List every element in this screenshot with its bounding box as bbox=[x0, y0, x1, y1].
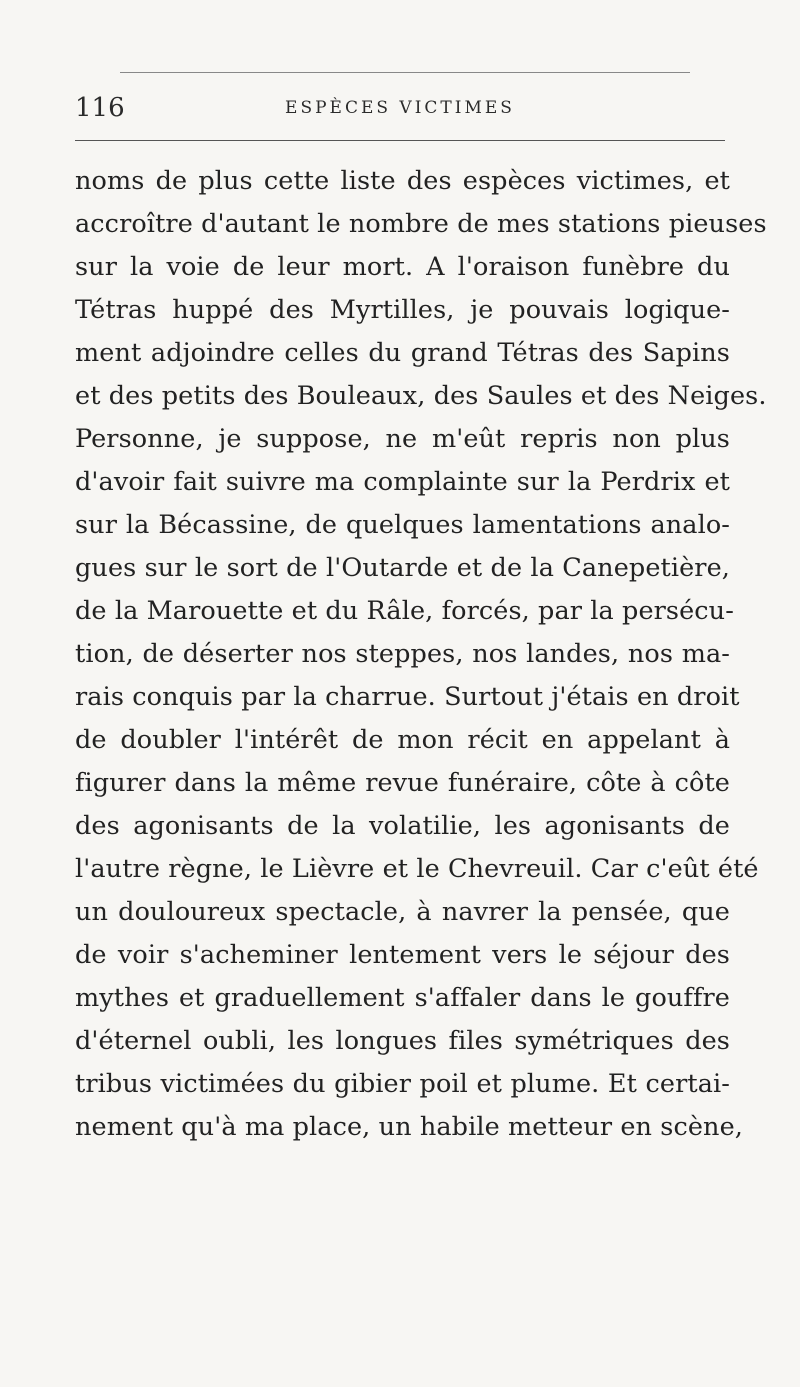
text-line: mythes et graduellement s'affaler dans le gouffre bbox=[75, 983, 730, 1013]
text-line: et des petits des Bouleaux, des Saules et des Neiges. bbox=[75, 381, 767, 411]
text-line: d'avoir fait suivre ma complainte sur la Perdrix et bbox=[75, 467, 730, 497]
body-text bbox=[75, 160, 767, 1149]
text-line: accroître d'autant le nombre de mes stations pieuses bbox=[75, 209, 767, 239]
text-line: un douloureux spectacle, à navrer la pensée, que bbox=[75, 897, 730, 927]
text-line: de doubler l'intérêt de mon récit en appelant à bbox=[75, 725, 730, 755]
text-line: de la Marouette et du Râle, forcés, par la persécu- bbox=[75, 596, 734, 626]
text-line: nement qu'à ma place, un habile metteur en scène, bbox=[75, 1112, 743, 1142]
text-line: ment adjoindre celles du grand Tétras des Sapins bbox=[75, 338, 730, 368]
text-line: l'autre règne, le Lièvre et le Chevreuil. Car c'eût été bbox=[75, 854, 759, 884]
text-line: tion, de déserter nos steppes, nos landes, nos ma- bbox=[75, 639, 730, 669]
text-line: Tétras huppé des Myrtilles, je pouvais logique- bbox=[75, 295, 730, 325]
text-line: des agonisants de la volatilie, les agonisants de bbox=[75, 811, 730, 841]
text-line: de voir s'acheminer lentement vers le séjour des bbox=[75, 940, 730, 970]
text-line: d'éternel oubli, les longues files symétriques des bbox=[75, 1026, 730, 1056]
text-line: rais conquis par la charrue. Surtout j'étais en droit bbox=[75, 682, 740, 712]
header-rule bbox=[75, 140, 725, 141]
text-line: tribus victimées du gibier poil et plume. Et certai- bbox=[75, 1069, 730, 1099]
text-line: Personne, je suppose, ne m'eût repris non plus bbox=[75, 424, 730, 454]
text-line: figurer dans la même revue funéraire, côte à côte bbox=[75, 768, 730, 798]
text-line: gues sur le sort de l'Outarde et de la Canepetière, bbox=[75, 553, 730, 583]
text-line: sur la voie de leur mort. A l'oraison funèbre du bbox=[75, 252, 730, 282]
text-line: noms de plus cette liste des espèces victimes, et bbox=[75, 166, 730, 196]
text-line: sur la Bécassine, de quelques lamentations analo- bbox=[75, 510, 730, 540]
top-edge-rule bbox=[120, 72, 690, 73]
page-header bbox=[75, 88, 725, 128]
running-title: ESPÈCES VICTIMES bbox=[285, 98, 515, 118]
page-number: 116 bbox=[75, 93, 125, 123]
